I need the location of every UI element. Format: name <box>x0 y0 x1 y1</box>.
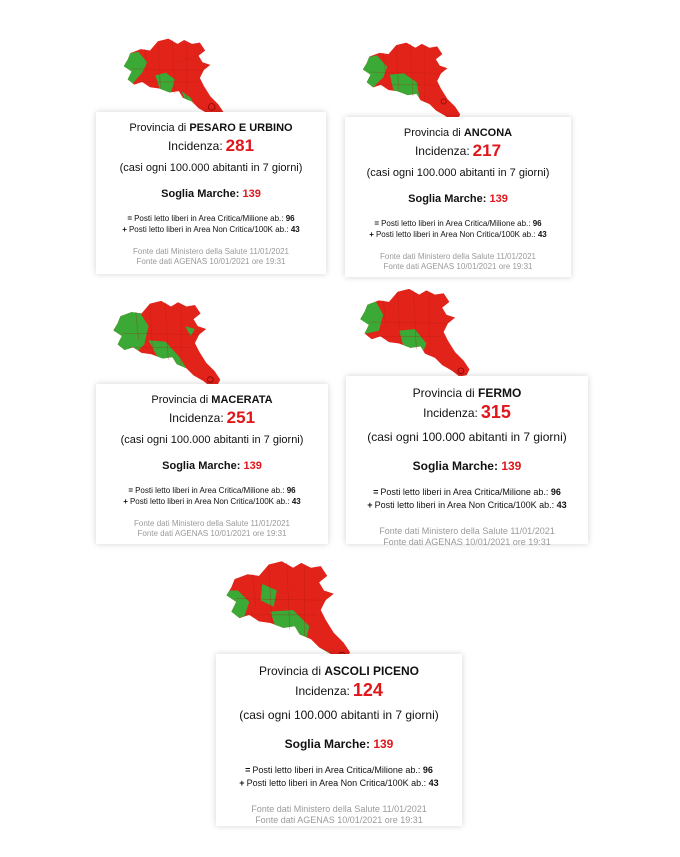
italy-map-icon <box>352 286 472 378</box>
province-card <box>96 112 326 274</box>
posti-letto-block: = Posti letto liberi in Area Critica/Milione ab.: 96 + Posti letto liberi in Area Non Critica/100K ab.: 43 <box>367 487 567 510</box>
casi-note: (casi ogni 100.000 abitanti in 7 giorni) <box>367 430 567 444</box>
italy-map-icon <box>354 40 464 122</box>
soglia-line: Soglia Marche: 139 <box>408 193 508 205</box>
incidenza-line: Incidenza: 251 <box>168 408 256 427</box>
italy-map-icon <box>216 558 354 662</box>
incidenza-line: Incidenza: 315 <box>423 402 511 422</box>
incidenza-value: 315 <box>480 402 511 422</box>
soglia-line: Soglia Marche: 139 <box>412 459 522 473</box>
province-title: Provincia di MACERATA <box>151 394 273 406</box>
incidenza-line: Incidenza: 124 <box>295 680 383 700</box>
province-card <box>346 376 588 547</box>
province-title: Provincia di PESARO E URBINO <box>129 122 293 134</box>
soglia-line: Soglia Marche: 139 <box>161 188 261 200</box>
province-title: Provincia di ASCOLI PICENO <box>258 664 420 678</box>
italy-map-icon <box>100 298 228 388</box>
posti-letto-block: = Posti letto liberi in Area Critica/Milione ab.: 96 + Posti letto liberi in Area Non Critica/100K ab.: 43 <box>122 214 300 234</box>
posti-letto-block: = Posti letto liberi in Area Critica/Milione ab.: 96 + Posti letto liberi in Area Non Critica/100K ab.: 43 <box>369 219 547 239</box>
casi-note: (casi ogni 100.000 abitanti in 7 giorni) <box>119 162 303 174</box>
fonte-block: Fonte dati Ministero della Salute 11/01/2021 Fonte dati AGENAS 10/01/2021 ore 19:31 <box>134 519 290 538</box>
soglia-line: Soglia Marche: 139 <box>284 737 394 751</box>
province-card <box>216 654 462 826</box>
italy-map-icon <box>112 36 230 120</box>
posti-letto-block: = Posti letto liberi in Area Critica/Milione ab.: 96 + Posti letto liberi in Area Non Critica/100K ab.: 43 <box>239 765 439 788</box>
province-title: Provincia di ANCONA <box>403 127 513 139</box>
fonte-block: Fonte dati Ministero della Salute 11/01/2021 Fonte dati AGENAS 10/01/2021 ore 19:31 <box>379 526 555 547</box>
incidenza-value: 124 <box>352 680 383 700</box>
province-card <box>96 384 328 544</box>
posti-letto-block: = Posti letto liberi in Area Critica/Milione ab.: 96 + Posti letto liberi in Area Non Critica/100K ab.: 43 <box>123 486 301 506</box>
fonte-block: Fonte dati Ministero della Salute 11/01/2021 Fonte dati AGENAS 10/01/2021 ore 19:31 <box>380 252 536 271</box>
province-title: Provincia di FERMO <box>412 386 522 400</box>
incidenza-value: 251 <box>226 408 256 427</box>
fonte-block: Fonte dati Ministero della Salute 11/01/2021 Fonte dati AGENAS 10/01/2021 ore 19:31 <box>133 247 289 266</box>
soglia-line: Soglia Marche: 139 <box>162 460 262 472</box>
fonte-block: Fonte dati Ministero della Salute 11/01/2021 Fonte dati AGENAS 10/01/2021 ore 19:31 <box>251 804 427 825</box>
incidenza-value: 217 <box>472 141 502 160</box>
casi-note: (casi ogni 100.000 abitanti in 7 giorni) <box>239 708 439 722</box>
incidenza-line: Incidenza: 217 <box>414 141 502 160</box>
casi-note: (casi ogni 100.000 abitanti in 7 giorni) <box>120 434 304 446</box>
incidenza-value: 281 <box>225 136 255 155</box>
incidenza-line: Incidenza: 281 <box>167 136 255 155</box>
province-card <box>345 117 571 277</box>
casi-note: (casi ogni 100.000 abitanti in 7 giorni) <box>366 167 550 179</box>
